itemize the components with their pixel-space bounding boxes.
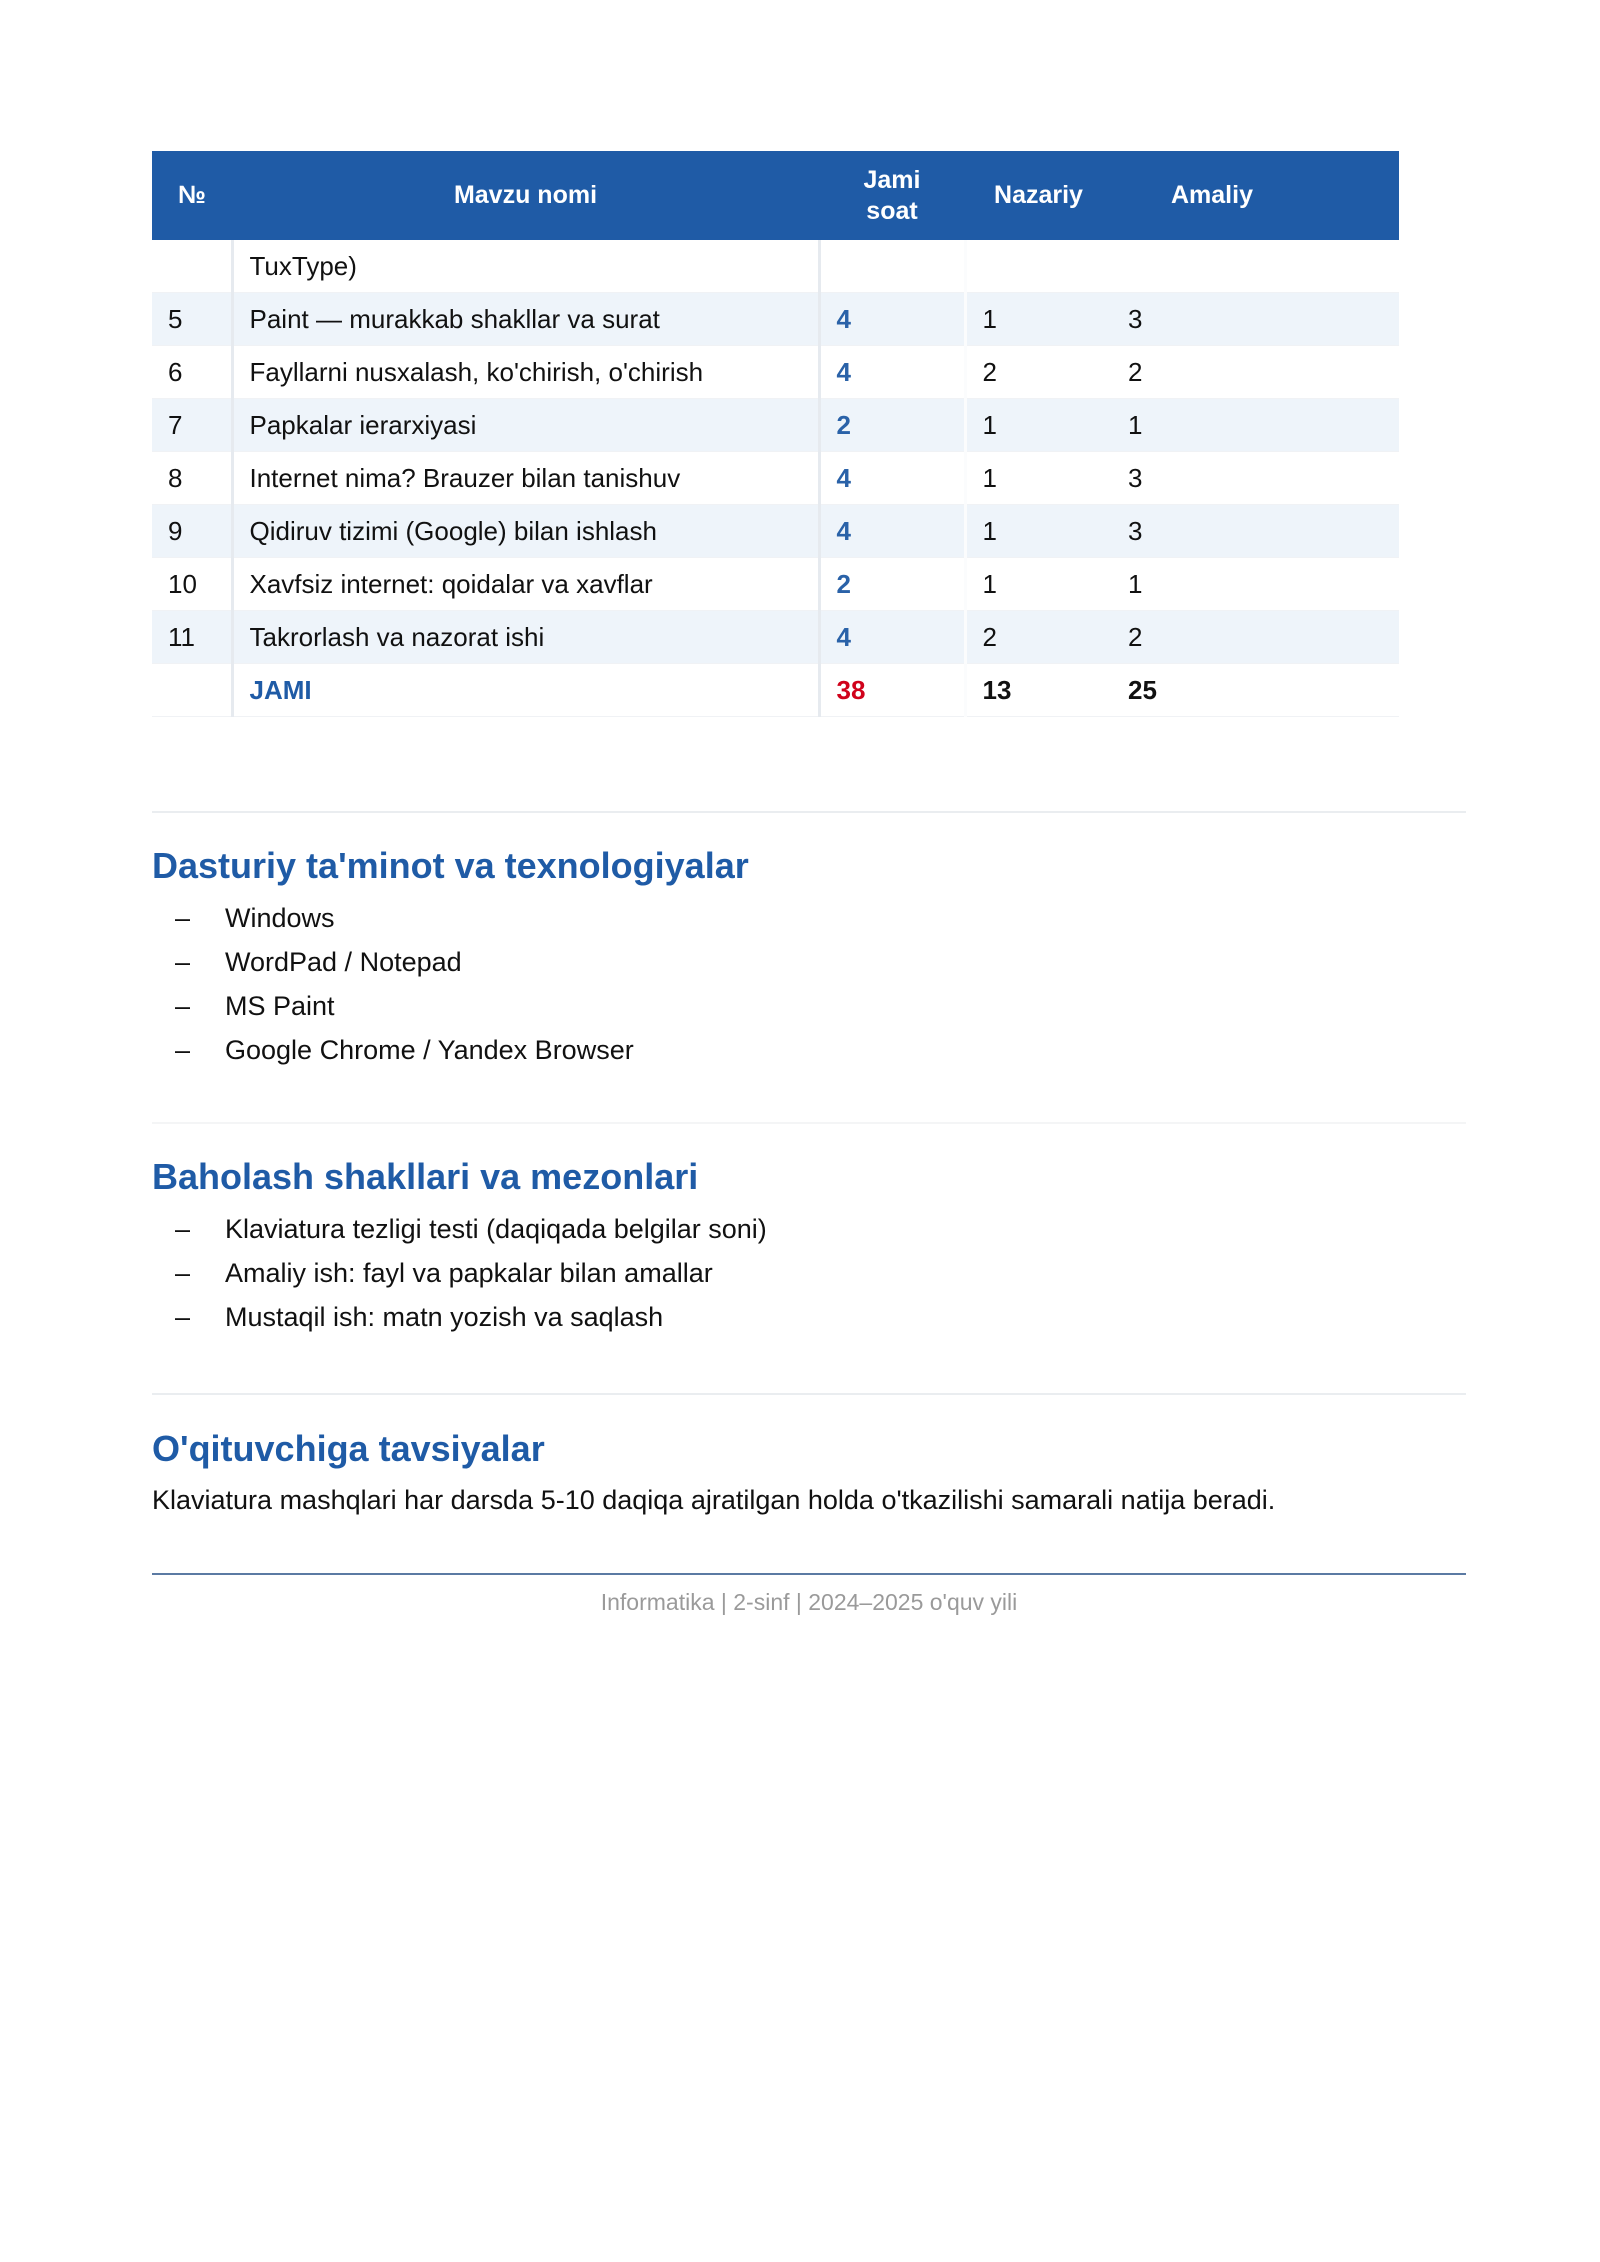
cell-topic: Internet nima? Brauzer bilan tanishuv: [232, 452, 819, 505]
cell-topic: Papkalar ierarxiyasi: [232, 399, 819, 452]
cell-topic: Fayllarni nusxalash, ko'chirish, o'chirish: [232, 346, 819, 399]
cell-topic: Xavfsiz internet: qoidalar va xavflar: [232, 558, 819, 611]
table-row: [152, 293, 1399, 346]
list-item-text: Google Chrome / Yandex Browser: [225, 1035, 634, 1065]
cell-topic: Qidiruv tizimi (Google) bilan ishlash: [232, 505, 819, 558]
cell-num: 5: [152, 293, 232, 346]
cell-num: 8: [152, 452, 232, 505]
footer-text: Informatika | 2-sinf | 2024–2025 o'quv yili: [600, 1589, 1018, 1615]
curriculum-table: [152, 151, 1399, 717]
header-number: №: [152, 151, 232, 240]
list-item: [152, 896, 1466, 940]
recommendations-heading: O'qituvchiga tavsiyalar: [152, 1428, 545, 1469]
list-item-text: MS Paint: [225, 991, 335, 1021]
list-item-text: WordPad / Notepad: [225, 947, 462, 977]
table-row-continuation: [152, 240, 1399, 293]
cell-num: 11: [152, 611, 232, 664]
section-divider: [152, 1122, 1466, 1124]
list-marker: –: [175, 1214, 191, 1244]
list-marker: –: [175, 1258, 191, 1288]
header-theory: Nazariy: [965, 151, 1112, 240]
cell-theory: 2: [965, 346, 1112, 399]
list-marker: –: [175, 1035, 191, 1065]
list-marker: –: [175, 1302, 191, 1332]
list-item-text: Windows: [225, 903, 335, 933]
cell-total: 4: [819, 611, 965, 664]
totals-total: 38: [819, 664, 965, 717]
cell-num: [152, 664, 232, 717]
list-marker: –: [175, 991, 191, 1021]
software-list: [152, 896, 1466, 1072]
cell-total: 4: [819, 346, 965, 399]
cell-practice: 3: [1112, 505, 1399, 558]
table-row-totals: [152, 664, 1399, 717]
list-item: [152, 1028, 1466, 1072]
table-row: [152, 399, 1399, 452]
cell-total: 4: [819, 505, 965, 558]
section-divider: [152, 1393, 1466, 1395]
list-item: [152, 984, 1466, 1028]
cell-practice: 1: [1112, 399, 1399, 452]
cell-topic: Paint — murakkab shakllar va surat: [232, 293, 819, 346]
header-topic: Mavzu nomi: [232, 151, 819, 240]
header-practice: Amaliy: [1112, 151, 1399, 240]
cell-theory: 1: [965, 452, 1112, 505]
cell-topic: Takrorlash va nazorat ishi: [232, 611, 819, 664]
table-row: [152, 452, 1399, 505]
cell-num: 6: [152, 346, 232, 399]
list-marker: –: [175, 947, 191, 977]
section-divider: [152, 811, 1466, 813]
recommendations-section: [152, 1427, 1466, 1519]
software-heading: Dasturiy ta'minot va texnologiyalar: [152, 845, 749, 886]
cell-total: [819, 240, 965, 293]
list-item-text: Klaviatura tezligi testi (daqiqada belgilar soni): [225, 1214, 767, 1244]
totals-theory: 13: [965, 664, 1112, 717]
assessment-heading: Baholash shakllari va mezonlari: [152, 1156, 699, 1197]
cell-theory: 1: [965, 293, 1112, 346]
table-row: [152, 346, 1399, 399]
cell-num: 10: [152, 558, 232, 611]
cell-practice: [1112, 240, 1399, 293]
cell-total: 2: [819, 558, 965, 611]
list-item: [152, 1295, 1466, 1339]
assessment-section: [152, 1155, 1466, 1339]
table-row: [152, 611, 1399, 664]
list-item: [152, 1251, 1466, 1295]
list-item-text: Amaliy ish: fayl va papkalar bilan amallar: [225, 1258, 713, 1288]
cell-theory: 1: [965, 505, 1112, 558]
cell-theory: 2: [965, 611, 1112, 664]
cell-theory: 1: [965, 558, 1112, 611]
list-marker: –: [175, 903, 191, 933]
document-page: [152, 151, 1466, 1616]
footer-divider: [152, 1573, 1466, 1575]
header-total-hours: [819, 151, 965, 240]
cell-total: 4: [819, 293, 965, 346]
cell-topic: TuxType): [232, 240, 819, 293]
list-item: [152, 940, 1466, 984]
assessment-list: [152, 1207, 1466, 1339]
cell-num: 7: [152, 399, 232, 452]
cell-num: [152, 240, 232, 293]
cell-practice: 1: [1112, 558, 1399, 611]
cell-practice: 3: [1112, 293, 1399, 346]
cell-theory: 1: [965, 399, 1112, 452]
header-total-hours-label: Jami soat: [863, 165, 921, 225]
cell-total: 4: [819, 452, 965, 505]
cell-theory: [965, 240, 1112, 293]
software-section: [152, 844, 1466, 1072]
table-row: [152, 558, 1399, 611]
list-item: [152, 1207, 1466, 1251]
cell-practice: 2: [1112, 346, 1399, 399]
table-row: [152, 505, 1399, 558]
list-item-text: Mustaqil ish: matn yozish va saqlash: [225, 1302, 664, 1332]
totals-practice: 25: [1112, 664, 1399, 717]
table-header-row: [152, 151, 1399, 240]
recommendations-text: Klaviatura mashqlari har darsda 5-10 daqiqa ajratilgan holda o'tkazilishi samarali natija beradi.: [152, 1485, 1276, 1515]
totals-label: JAMI: [232, 664, 819, 717]
cell-num: 9: [152, 505, 232, 558]
cell-practice: 3: [1112, 452, 1399, 505]
cell-practice: 2: [1112, 611, 1399, 664]
cell-total: 2: [819, 399, 965, 452]
